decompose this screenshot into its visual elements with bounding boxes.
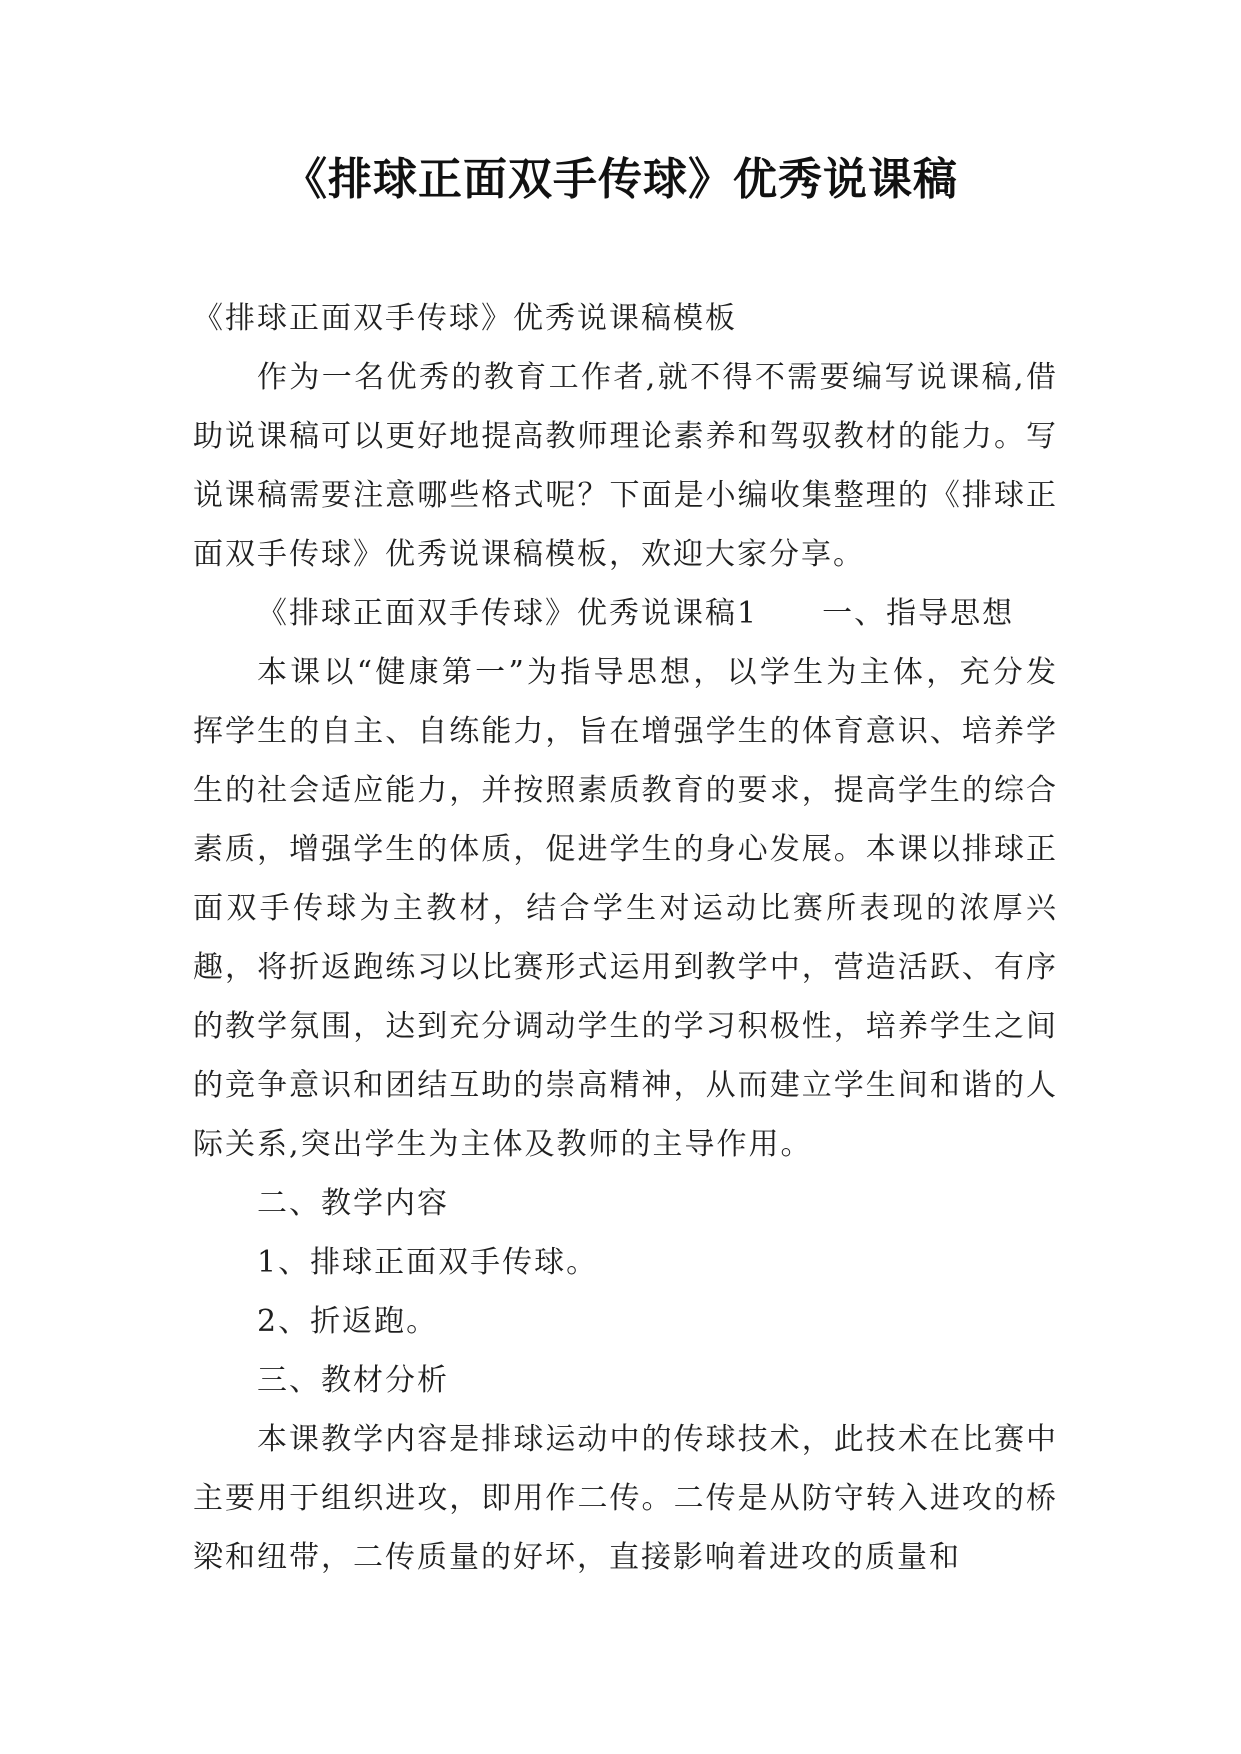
paragraph-content-item-2: 2、折返跑。 xyxy=(257,1304,439,1339)
paragraph-subtitle: 《排球正面双手传球》优秀说课稿模板 xyxy=(193,301,737,336)
paragraph-material-analysis: 本课教学内容是排球运动中的传球技术，此技术在比赛中主要用于组织进攻，即用作二传。二传是从防守转入进攻的桥梁和纽带，二传质量的好坏，直接影响着进攻的质量和 xyxy=(193,1422,1058,1575)
paragraph-intro: 作为一名优秀的教育工作者,就不得不需要编写说课稿,借助说课稿可以更好地提高教师理论素养和驾驭教材的能力。写说课稿需要注意哪些格式呢？下面是小编收集整理的《排球正面双手传球》优秀说课稿模板，欢迎大家分享。 xyxy=(193,360,1058,572)
paragraph-content-item-1: 1、排球正面双手传球。 xyxy=(257,1245,599,1280)
paragraph-section-heading-2: 二、教学内容 xyxy=(257,1186,449,1221)
paragraph-guiding-thought: 本课以“健康第一”为指导思想，以学生为主体，充分发挥学生的自主、自练能力，旨在增强学生的体育意识、培养学生的社会适应能力，并按照素质教育的要求，提高学生的综合素质，增强学生的体质，促进学生的身心发展。本课以排球正面双手传球为主教材，结合学生对运动比赛所表现的浓厚兴趣，将折返跑练习以比赛形式运用到教学中，营造活跃、有序的教学氛围，达到充分调动学生的学习积极性，培养学生之间的竞争意识和团结互助的崇高精神，从而建立学生间和谐的人际关系,突出学生为主体及教师的主导作用。 xyxy=(193,655,1058,1162)
document-body xyxy=(193,289,1058,1587)
paragraph-section-heading-1: 《排球正面双手传球》优秀说课稿1 一、指导思想 xyxy=(257,596,1015,631)
paragraph-section-heading-3: 三、教材分析 xyxy=(257,1363,449,1398)
document-title: 《排球正面双手传球》优秀说课稿 xyxy=(283,154,958,205)
